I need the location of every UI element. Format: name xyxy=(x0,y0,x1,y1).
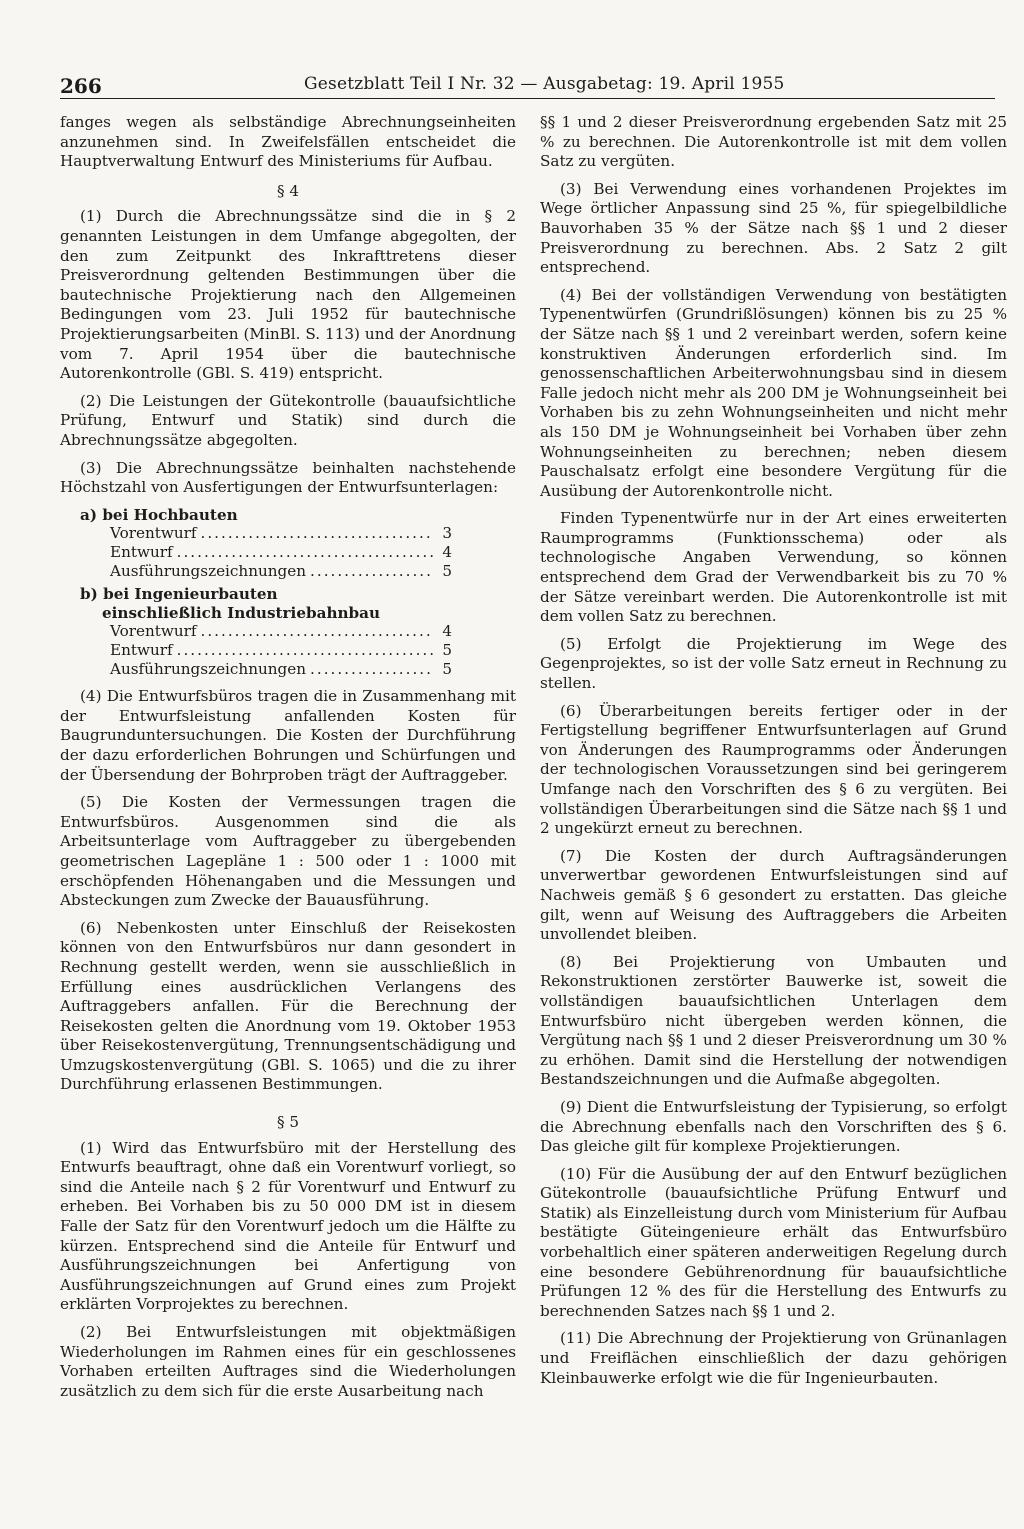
list-group-title: a) bei Hochbauten xyxy=(80,505,238,524)
list-item xyxy=(110,641,516,660)
list-item xyxy=(110,543,516,562)
paragraph: (3) Bei Verwendung eines vorhandenen Projektes im Wege örtlicher Anpassung sind 25 %, für spiegelbildliche Bauvorhaben 35 % der Sätze nach §§ 1 und 2 dieser Preisverordnung zu berechnen. Abs. 2 Satz 2 gilt entsprechend. xyxy=(540,179,1007,277)
paragraph: (1) Durch die Abrechnungssätze sind die in § 2 genannten Leistungen in dem Umfange abgegolten, der den zum Zeitpunkt des Inkrafttretens dieser Preisverordnung geltenden Bestimmungen über die bautechnische Projektierung nach den Allgemeinen Bedingungen vom 23. Juli 1952 für bautechnische Projektierungsarbeiten (MinBl. S. 113) und der Anordnung vom 7. April 1954 über die bautechnische Autorenkontrolle (GBl. S. 419) entspricht. xyxy=(60,207,516,383)
list-item xyxy=(110,562,516,581)
paragraph: (6) Nebenkosten unter Einschluß der Reisekosten können von den Entwurfsbüros nur dann gesondert in Rechnung gestellt werden, wenn sie ausschließlich in Erfüllung eines ausdrücklichen Verlangens des Auftraggebers anfallen. Für die Berechnung der Reisekosten gelten die Anordnung vom 19. Oktober 1953 über Reisekostenvergütung, Trennungsentschädigung und Umzugskostenvergütung (GBl. S. 1065) und die zu ihrer Durchführung erlassenen Bestimmungen. xyxy=(60,918,516,1094)
leader-dots xyxy=(310,660,434,679)
paragraph: (1) Wird das Entwurfsbüro mit der Herstellung des Entwurfs beauftragt, ohne daß ein Vorentwurf vorliegt, so sind die Anteile nach § 2 für Vorentwurf und Entwurf zu erheben. Bei Vorhaben bis zu 50 000 DM ist in diesem Falle der Satz für den Vorentwurf jedoch um die Hälfte zu kürzen. Entsprechend sind die Anteile für Entwurf und Ausführungszeichnungen bei Anfertigung von Ausführungszeichnungen auf Grund eines zum Projekt erklärten Vorprojektes zu berechnen. xyxy=(60,1138,516,1314)
left-column xyxy=(60,113,516,1409)
list-item-value: 4 xyxy=(442,543,452,562)
leader-dots xyxy=(177,641,434,660)
paragraph: (2) Die Leistungen der Gütekontrolle (bauaufsichtliche Prüfung, Entwurf und Statik) sind durch die Abrechnungssätze abgegolten. xyxy=(60,391,516,449)
paragraph: (10) Für die Ausübung der auf den Entwurf bezüglichen Gütekontrolle (bauaufsichtliche Prüfung Entwurf und Statik) als Einzelleistung durch vom Ministerium für Aufbau bestätigte Güteingenieure erhält das Entwurfsbüro vorbehaltlich einer späteren anderweitigen Regelung durch eine besondere Gebührenordnung für bauaufsichtliche Prüfungen 12 % des für die Herstellung des Entwurfs zu berechnenden Satzes nach §§ 1 und 2. xyxy=(540,1164,1007,1320)
paragraph: (7) Die Kosten der durch Auftragsänderungen unverwertbar gewordenen Entwurfsleistungen sind auf Nachweis gemäß § 6 gesondert zu erstatten. Das gleiche gilt, wenn auf Weisung des Auftraggebers die Arbeiten unvollendet bleiben. xyxy=(540,846,1007,944)
paragraph: (3) Die Abrechnungssätze beinhalten nachstehende Höchstzahl von Ausfertigungen der Entwurfsunterlagen: xyxy=(60,458,516,497)
list-item xyxy=(110,622,516,641)
paragraph: (5) Erfolgt die Projektierung im Wege des Gegenprojektes, so ist der volle Satz erneut in Rechnung zu stellen. xyxy=(540,634,1007,693)
running-title: Gesetzblatt Teil I Nr. 32 — Ausgabetag: 19. April 1955 xyxy=(304,74,785,94)
list-item-label: Ausführungszeichnungen xyxy=(110,562,307,581)
paragraph: (9) Dient die Entwurfsleistung der Typisierung, so erfolgt die Abrechnung ebenfalls nach den Vorschriften des § 6. Das gleiche gilt für komplexe Projektierungen. xyxy=(540,1097,1007,1156)
list-item-value: 5 xyxy=(442,562,452,581)
leader-dots xyxy=(177,543,434,562)
page-number: 266 xyxy=(60,74,102,98)
paragraph: (2) Bei Entwurfsleistungen mit objektmäßigen Wiederholungen im Rahmen eines für ein geschlossenes Vorhaben erteilten Auftrages sind die Wiederholungen zusätzlich zu dem sich für die erste Ausarbeitung nach xyxy=(60,1323,516,1400)
section-heading: § 4 xyxy=(276,181,300,200)
list-item-label: Entwurf xyxy=(110,543,173,562)
paragraph: fanges wegen als selbständige Abrechnungseinheiten anzunehmen sind. In Zweifelsfällen entscheidet die Hauptverwaltung Entwurf des Ministeriums für Aufbau. xyxy=(60,113,516,171)
leader-dots xyxy=(201,622,434,641)
leader-dots xyxy=(310,562,434,581)
paragraph: (4) Bei der vollständigen Verwendung von bestätigten Typenentwürfen (Grundrißlösungen) können bis zu 25 % der Sätze nach §§ 1 und 2 vereinbart werden, sofern keine konstruktiven Änderungen erforderlich sind. Im genossenschaftlichen Arbeiterwohnungsbau sind in diesem Falle jedoch nicht mehr als 200 DM je Wohnungseinheit bei Vorhaben bis zu zehn Wohnungseinheiten und nicht mehr als 150 DM je Wohnungseinheit bei Vorhaben über zehn Wohnungseinheiten zu berechnen; neben diesem Pauschalsatz erfolgt eine besondere Vergütung für die Ausübung der Autorenkontrolle nicht. xyxy=(540,285,1007,500)
copies-list xyxy=(80,506,516,680)
list-item-value: 3 xyxy=(442,524,452,543)
page-header xyxy=(60,74,995,99)
list-item-value: 4 xyxy=(442,622,452,641)
right-column xyxy=(540,113,1007,1396)
paragraph: (8) Bei Projektierung von Umbauten und Rekonstruktionen zerstörter Bauwerke ist, soweit die vollständigen bauaufsichtlichen Unterlagen dem Entwurfsbüro nicht übergeben werden können, die Vergütung nach §§ 1 und 2 dieser Preisverordnung um 30 % zu erhöhen. Damit sind die Herstellung der notwendigen Bestandszeichnungen und die Aufmaße abgegolten. xyxy=(540,952,1007,1089)
paragraph: (6) Überarbeitungen bereits fertiger oder in der Fertigstellung begriffener Entwurfsunterlagen auf Grund von Änderungen des Raumprogramms oder Änderungen der technologischen Voraussetzungen sind bei geringerem Umfange nach den Vorschriften des § 6 zu vergüten. Bei vollständigen Überarbeitungen sind die Sätze nach §§ 1 und 2 ungekürzt erneut zu berechnen. xyxy=(540,701,1007,838)
list-item-label: Vorentwurf xyxy=(110,622,197,641)
paragraph: (5) Die Kosten der Vermessungen tragen die Entwurfsbüros. Ausgenommen sind die als Arbeitsunterlage vom Auftraggeber zu übergebenden geometrischen Lagepläne 1 : 500 oder 1 : 1000 mit erschöpfenden Höhenangaben und die Messungen und Absteckungen zum Zwecke der Bauausführung. xyxy=(60,793,516,910)
leader-dots xyxy=(201,524,434,543)
paragraph: (11) Die Abrechnung der Projektierung von Grünanlagen und Freiflächen einschließlich der dazu gehörigen Kleinbauwerke erfolgt wie die für Ingenieurbauten. xyxy=(540,1329,1007,1387)
list-item-label: Entwurf xyxy=(110,641,173,660)
list-item-label: Ausführungszeichnungen xyxy=(110,660,307,679)
list-item-value: 5 xyxy=(442,660,452,679)
paragraph: §§ 1 und 2 dieser Preisverordnung ergebenden Satz mit 25 % zu berechnen. Die Autorenkontrolle ist mit dem vollen Satz zu vergüten. xyxy=(540,113,1007,171)
list-item-value: 5 xyxy=(442,641,452,660)
list-item xyxy=(110,524,516,543)
paragraph: (4) Die Entwurfsbüros tragen die in Zusammenhang mit der Entwurfsleistung anfallenden Kosten für Baugrunduntersuchungen. Die Kosten der Durchführung der dazu erforderlichen Bohrungen und Schürfungen und der Übersendung der Bohrproben trägt der Auftraggeber. xyxy=(60,687,516,784)
list-group-subtitle: einschließlich Industriebahnbau xyxy=(102,603,381,622)
list-item xyxy=(110,660,516,679)
paragraph: Finden Typenentwürfe nur in der Art eines erweiterten Raumprogramms (Funktionsschema) oder als technologische Angaben Verwendung, so können entsprechend dem Grad der Verwendbarkeit bis zu 70 % der Sätze vereinbart werden. Die Autorenkontrolle ist mit dem vollen Satz zu berechnen. xyxy=(540,509,1007,626)
list-group-title: b) bei Ingenieurbauten xyxy=(80,585,278,604)
list-item-label: Vorentwurf xyxy=(110,524,197,543)
section-heading: § 5 xyxy=(276,1113,300,1132)
